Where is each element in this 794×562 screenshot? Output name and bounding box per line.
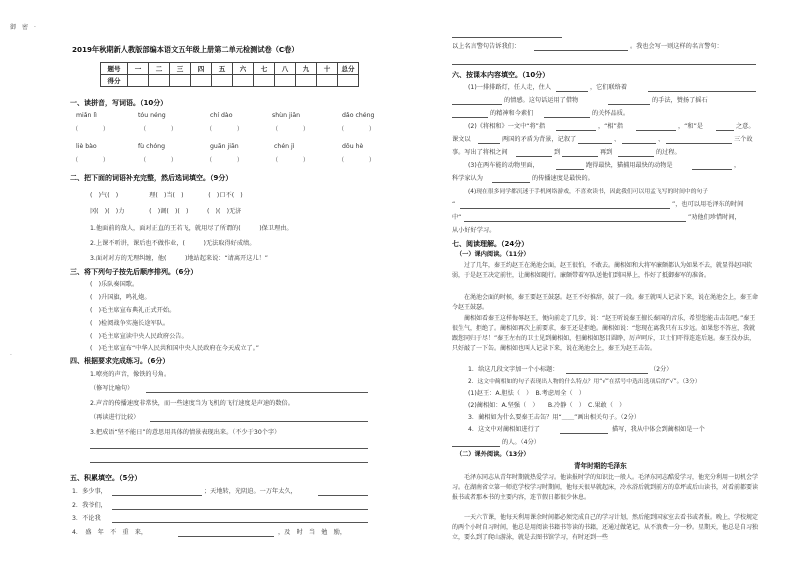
score-cell: 五 xyxy=(212,63,233,75)
score-blank[interactable] xyxy=(296,75,317,87)
rewrite-hint: （修写比喻句） xyxy=(90,385,134,392)
motto-line: 。我也会写一则这样的名言警句： xyxy=(630,43,723,50)
answer-line[interactable] xyxy=(556,169,584,170)
answer-line[interactable] xyxy=(716,130,734,131)
fill-text: 之意。 xyxy=(736,123,755,130)
section-1-heading: 一、读拼音，写词语。（10分） xyxy=(70,99,168,107)
answer-line[interactable] xyxy=(562,156,598,157)
answer-line[interactable] xyxy=(112,522,368,523)
binding-mark-2: 密 xyxy=(22,24,29,31)
fill-sentence[interactable]: 1.他面前的敌人，面对正直的王若飞，就用尽了所谓的( )保卫理由。 xyxy=(90,225,293,232)
reading-question: （2分） xyxy=(650,366,673,373)
answer-line[interactable] xyxy=(452,37,562,38)
answer-paren[interactable]: （ ） xyxy=(272,126,310,133)
answer-line[interactable] xyxy=(178,536,274,537)
score-cell: 四 xyxy=(191,63,212,75)
reading-question: 4．这文中对蔺相如进行了 xyxy=(468,426,540,433)
fill-verse: ，及 时 当 勉 励， xyxy=(278,529,347,536)
score-blank[interactable] xyxy=(212,75,233,87)
answer-paren[interactable]: （ ） xyxy=(140,157,178,164)
fill-text: 、 xyxy=(614,136,621,143)
fill-verse: 4． 盛 年 不 重 来， xyxy=(72,529,148,536)
rewrite-question: 1.嘹亮的声音，像铁的号角。 xyxy=(90,371,171,378)
fill-text: 从小好好学习。 xyxy=(452,227,496,234)
answer-line[interactable] xyxy=(544,117,590,118)
answer-line[interactable] xyxy=(534,50,628,51)
pinyin: liè bào xyxy=(76,143,97,150)
answer-line[interactable] xyxy=(636,130,676,131)
section-7-heading: 七、阅读理解。（24分） xyxy=(452,240,529,248)
answer-line[interactable] xyxy=(618,156,654,157)
score-blank[interactable] xyxy=(275,75,296,87)
score-cell: 三 xyxy=(170,63,191,75)
answer-line[interactable] xyxy=(150,421,368,422)
answer-line[interactable] xyxy=(666,143,732,144)
answer-line[interactable] xyxy=(560,433,608,434)
answer-paren[interactable]: （ ） xyxy=(206,126,244,133)
answer-line[interactable] xyxy=(90,448,368,449)
pinyin: chí dào xyxy=(210,112,233,119)
rewrite-hint: （再读进行比较） xyxy=(90,414,140,421)
score-cell: 一 xyxy=(128,63,149,75)
section-4-heading: 四、根据要求完成练习。（6分） xyxy=(70,357,170,365)
reading-question: 2．这文中蔺相如的句子表现出人物的什么特点？用“√”在括号中选出选项后的“√”。（3分） xyxy=(468,379,701,385)
answer-line[interactable] xyxy=(492,182,530,183)
motto-line: 以上名言警句告诉我们： xyxy=(452,43,521,50)
fill-text: ，“和”是 xyxy=(678,123,703,130)
fill-text: (3)在两车能的动物里面， xyxy=(468,162,539,169)
article-title: 青年时期的毛泽东 xyxy=(574,462,627,470)
answer-paren[interactable]: （ ） xyxy=(338,157,376,164)
reading-question: 描写，我从中体会到蔺相如是一个 xyxy=(612,426,705,433)
score-table xyxy=(100,62,359,87)
fill-text: 的精神和今素们 xyxy=(490,110,534,117)
fill-text: 到 xyxy=(554,149,561,156)
answer-line[interactable] xyxy=(318,495,368,496)
answer-line[interactable] xyxy=(112,509,368,510)
answer-paren[interactable]: （ ） xyxy=(72,126,110,133)
pinyin: dōu hè xyxy=(342,143,364,150)
score-cell: 九 xyxy=(296,63,317,75)
rewrite-question: 3.把成语“坚不能日”的意思用具体的情景表现出来。（不少于30个字） xyxy=(90,429,281,436)
score-blank[interactable] xyxy=(191,75,212,87)
fill-text: 的传播速度是最快的。 xyxy=(532,175,594,182)
fill-text: ，“相”指 xyxy=(598,123,623,130)
score-cell: 六 xyxy=(233,63,254,75)
choice-row[interactable]: (2)蔺相如：A.坚强（ ） B.冷静（ ） C.果敢（ ） xyxy=(468,402,626,409)
fill-text: (4)现在很多同学都沉迷于手机网络游戏，不喜欢读书，因此我们可以用孟飞写的时间中的句子 xyxy=(468,189,709,195)
score-cell: 十 xyxy=(317,63,338,75)
answer-paren[interactable]: （ ） xyxy=(338,126,376,133)
fill-text: ，它们联络着 xyxy=(590,84,628,91)
fill-text: ”，也可以用毛泽东的时间 xyxy=(672,201,744,208)
answer-paren[interactable]: （ ） xyxy=(206,157,244,164)
order-item[interactable]: ( )检阅战争实施长途军队。 xyxy=(90,320,170,327)
reading-question: 1．给这几段文字加一个小标题： xyxy=(468,366,559,373)
pinyin: dǎo chéng xyxy=(342,112,375,119)
article-paragraph: 毛泽东同志从青年时期就热爱学习。他读报时学的知识比一般人。毛泽东同志酷爱学习，他充分利用一切机会学习。在湖南省立第一师范学校学习时期间，他每天很早就起床，冷水浴后就到前方的草坪或后山读书，对看前都要读报书或者那本书的主要内容，连节假日都很少休息。 xyxy=(452,474,759,501)
score-cell: 二 xyxy=(149,63,170,75)
score-blank[interactable] xyxy=(233,75,254,87)
order-item[interactable]: ( )毛主席宣读中央人民政府公告。 xyxy=(90,333,188,340)
answer-line[interactable] xyxy=(90,462,368,463)
binding-mark-3: · xyxy=(34,24,36,31)
reading-question: 3．蔺相如为什么要秦王击缶？用“＿＿”画出相关句子。（2分） xyxy=(468,414,641,421)
binding-mark-1: 御 xyxy=(10,24,17,31)
reading-question: 的人。（4分） xyxy=(502,439,540,446)
binding-mark-lower: · xyxy=(10,352,12,359)
order-item[interactable]: ( )毛主席宣布“中华人民共和国中央人民政府在今天成立了。” xyxy=(90,345,260,352)
reading-passage-1: 过了几年，秦王约赵王在渑池会面，赵王很怕，不敢去。蔺相如和大将军廉颇都认为如果不去，就显得赵国软弱，于是赵王决定前往，让蔺相如随行。廉颇带着军队送他们到国界上，作好了抵御秦军的准备。 xyxy=(452,262,753,279)
page-title: 2019年秋期新人教版部编本语文五年级上册第二单元检测试卷（C卷） xyxy=(72,45,299,54)
choice-row[interactable]: (1)赵王：A.胆怯（ ） B.考虑周全（ ） xyxy=(468,390,585,397)
answer-line[interactable] xyxy=(452,446,500,447)
answer-line[interactable] xyxy=(464,221,686,222)
reading-passage-3: 蔺相如看秦王这样侮辱赵王，便向前走了几步，说：“赵王听说秦王擅长秦国的音乐，希望您能击击缶吧。”秦王很生气，拒绝了。蔺相如再次上前要求，秦王还是拒绝。蔺相如说：“您现在离我只有五步远。如果您不答应，我就跟您同归于尽！”秦王左右的卫士见到蔺相如，但蔺相如怒目圆睁，厉声呵斥，卫士们吓得连连后退。秦王没办法，只好敲了一下缶。蔺相如也叫人记录下来，说在渑池会上，秦王为赵王击缶。 xyxy=(452,315,756,352)
fill-text: 事。写出了将相之间 xyxy=(452,149,508,156)
answer-line[interactable] xyxy=(452,64,756,65)
fill-text: 课文以 xyxy=(452,136,471,143)
section-3-heading: 三、将下列句子按先后顺序排列。（6分） xyxy=(70,268,198,276)
fill-text: (2)《将相和》一文中“将”指 xyxy=(468,123,546,130)
answer-line[interactable] xyxy=(516,156,552,157)
score-blank[interactable] xyxy=(128,75,149,87)
answer-line[interactable] xyxy=(608,104,650,105)
rewrite-question: 2.声音的传播速度非常快，而一些速度当为飞机的飞行速度是声速的数倍。 xyxy=(90,400,294,407)
article-paragraph: 一天六节课，他每天利用课余时间都必须完成自己的学习计划，然后能到国家室去看书或者报。晚上，学校规定的两个小时自习时间，他总是用阅读书籍书等读的书籍，还通过做笔记，从不浪费一分一秒。星期天，他总是自习独立，要么到了爬山游泳，就是去图书馆学习，有时还到一些 xyxy=(452,514,759,541)
order-item[interactable]: ( )毛主席宣布典礼正式开始。 xyxy=(90,307,176,314)
fill-words-row[interactable]: 冈( )( )力 ( )调( )( ) ( )( )无济 xyxy=(90,208,242,215)
pinyin: miǎn lì xyxy=(76,112,97,119)
order-item[interactable]: ( )乐队奏国歌。 xyxy=(90,281,139,288)
pinyin: guān jiān xyxy=(210,143,239,150)
pinyin: tóu néng xyxy=(138,112,166,119)
fill-text: 两国的矛盾为背景，记叙了 xyxy=(502,136,577,143)
score-blank[interactable] xyxy=(170,75,191,87)
answer-line[interactable] xyxy=(146,392,368,393)
reading-passage-2: 在渑池会面的时候，秦王要赵王鼓瑟。赵王不好推辞，鼓了一段。秦王就叫人记录下来，说在渑池会上，秦王命令赵王鼓瑟。 xyxy=(452,294,759,311)
fill-text: 中“ xyxy=(452,214,462,221)
score-table-header-row xyxy=(101,63,359,75)
score-cell: 总分 xyxy=(338,63,359,75)
answer-line[interactable] xyxy=(556,130,596,131)
fill-text: 的手法，赞扬了摇石 xyxy=(652,97,708,104)
fill-words-row[interactable]: ( )气( ) 理( )当( ) ( )口不( ) xyxy=(90,192,243,199)
score-cell: 八 xyxy=(275,63,296,75)
answer-paren[interactable]: （ ） xyxy=(72,157,110,164)
answer-line[interactable] xyxy=(460,208,670,209)
fill-text: 再到 xyxy=(600,149,613,156)
answer-line[interactable] xyxy=(478,143,500,144)
fill-text: 跑得最快，猫捕用最快的动物是 xyxy=(586,162,673,169)
fill-verse: ；天地转，光阴迫。一万年太久， xyxy=(204,488,297,495)
subsection-heading: （一）课内阅读。（11分） xyxy=(456,251,530,258)
fill-text: 三个故 xyxy=(734,136,753,143)
answer-line[interactable] xyxy=(566,373,648,374)
score-cell: 七 xyxy=(254,63,275,75)
fill-sentence[interactable]: 2.上课不听讲，课后也不做作业，( )无法取得好成绩。 xyxy=(90,240,256,247)
fill-verse: 1．多少事， xyxy=(72,488,107,495)
score-blank[interactable] xyxy=(317,75,338,87)
fill-text: ”劝他们珍惜时间， xyxy=(688,214,741,221)
fill-text: 科学家认为 xyxy=(452,175,483,182)
fill-sentence[interactable]: 3.面对对方的无理纠缠，他( )地站起来说：“请离开这儿！” xyxy=(90,255,269,262)
pinyin: chén jì xyxy=(274,143,295,150)
section-2-heading: 二、把下面的词语补充完整，然后选词填空。（9分） xyxy=(70,174,233,182)
pinyin: shùn jiān xyxy=(272,112,301,119)
score-blank[interactable] xyxy=(149,75,170,87)
fill-verse: 2．我爷们， xyxy=(72,502,107,509)
fill-text: (1)一排排路灯，任人走，住人 xyxy=(468,84,552,91)
score-label: 得分 xyxy=(101,75,128,87)
answer-line[interactable] xyxy=(556,91,588,92)
answer-line[interactable] xyxy=(648,91,756,92)
fill-text: 的过程。 xyxy=(656,149,681,156)
fill-text: 、 xyxy=(658,136,665,143)
order-item[interactable]: ( )升国旗，鸣礼炮。 xyxy=(90,294,151,301)
answer-line[interactable] xyxy=(578,143,612,144)
answer-line[interactable] xyxy=(452,117,488,118)
fill-text: 的关怀品质。 xyxy=(592,110,630,117)
score-blank[interactable] xyxy=(254,75,275,87)
section-5-heading: 五、积累填空。（5分） xyxy=(70,474,142,482)
answer-line[interactable] xyxy=(692,169,732,170)
pinyin: fù chóng xyxy=(138,143,166,150)
score-blank[interactable] xyxy=(338,75,359,87)
fill-text: 的情感。这句话运用了借物 xyxy=(504,97,579,104)
answer-line[interactable] xyxy=(622,143,656,144)
answer-paren[interactable]: （ ） xyxy=(272,157,310,164)
answer-line[interactable] xyxy=(112,495,202,496)
fill-text: “ xyxy=(452,201,456,208)
score-cell: 题号 xyxy=(101,63,128,75)
section-6-heading: 六、按课本内容填空。（10分） xyxy=(452,71,550,79)
answer-line[interactable] xyxy=(452,104,502,105)
fill-verse: 3．不论我 xyxy=(72,515,101,522)
answer-paren[interactable]: （ ） xyxy=(140,126,178,133)
fill-text: ， xyxy=(734,162,741,169)
score-table-score-row xyxy=(101,75,359,87)
subsection-heading: （二）课外阅读。（13分） xyxy=(456,451,530,458)
